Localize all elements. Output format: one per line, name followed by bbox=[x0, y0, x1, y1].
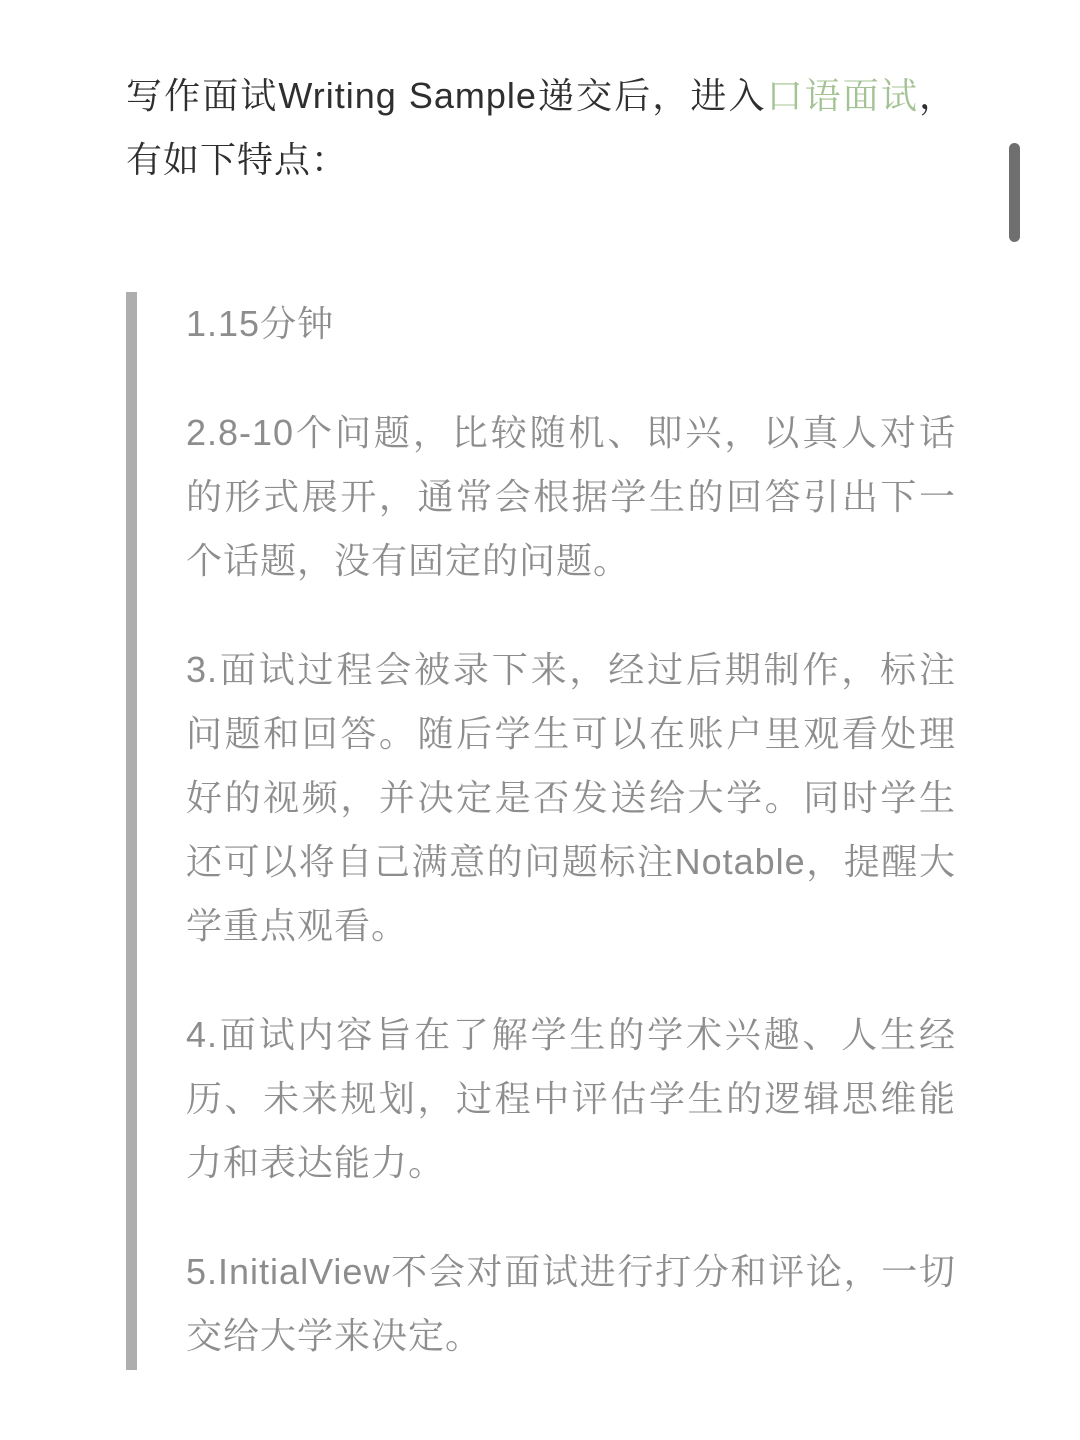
intro-paragraph bbox=[126, 0, 956, 192]
intro-text-suffix: ，有如下特点： bbox=[126, 75, 956, 180]
oral-interview-link[interactable]: 口语面试 bbox=[766, 75, 919, 116]
quote-item-4: 4.面试内容旨在了解学生的学术兴趣、人生经历、未来规划，过程中评估学生的逻辑思维能力和表达能力。 bbox=[186, 1014, 956, 1183]
quote-item-1: 1.15分钟 bbox=[186, 303, 335, 344]
interview-features-blockquote bbox=[126, 292, 956, 1370]
quote-item-5: 5.InitialView不会对面试进行打分和评论，一切交给大学来决定。 bbox=[186, 1251, 956, 1356]
article-body bbox=[126, 0, 956, 1370]
scrollbar-thumb[interactable] bbox=[1009, 143, 1020, 242]
quote-item-3: 3.面试过程会被录下来，经过后期制作，标注问题和回答。随后学生可以在账户里观看处理好的视频，并决定是否发送给大学。同时学生还可以将自己满意的问题标注Notable，提醒大学重点观看。 bbox=[186, 649, 956, 946]
quote-item-2: 2.8-10个问题，比较随机、即兴，以真人对话的形式展开，通常会根据学生的回答引出下一个话题，没有固定的问题。 bbox=[186, 412, 956, 581]
intro-text-prefix: 写作面试Writing Sample递交后，进入 bbox=[126, 75, 767, 116]
